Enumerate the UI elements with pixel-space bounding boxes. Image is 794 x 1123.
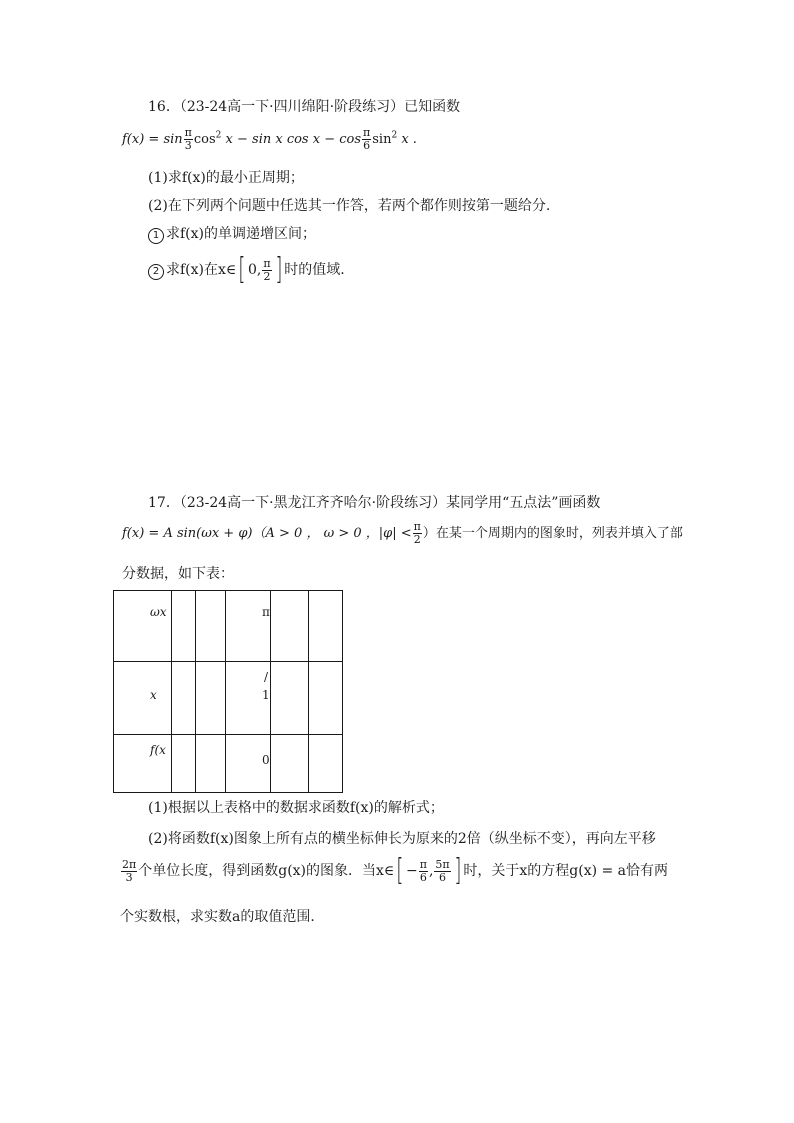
q17-line2 [122, 521, 683, 546]
q17-part2-line1: (2)将函数f(x)图象上所有点的横坐标伸长为原来的2倍（纵坐标不变），再向左平移 [148, 831, 656, 847]
q17-source: （23-24高一下·黑龙江齐齐哈尔·阶段练习） [179, 495, 447, 511]
q16-option1 [148, 223, 316, 244]
q17-line2-frac: $\frac{\pi}{2}$ [413, 520, 421, 546]
q17-table [113, 590, 343, 793]
table-cell [172, 735, 196, 793]
q17-row2-value-top: / [264, 670, 269, 684]
table-cell [114, 662, 172, 735]
right-bracket-icon: ] [454, 853, 462, 888]
q17-part2-line2-b: 时，关于x的方程g(x) = a恰有两 [463, 863, 669, 879]
table-row [114, 591, 343, 662]
q17-line2-pre: f(x) = A sin(ωx + φ)（A > 0 ， ω > 0 ，|φ| < [122, 526, 412, 541]
table-cell [196, 735, 226, 793]
table-cell [196, 662, 226, 735]
q17-row1-value: π [262, 605, 270, 619]
q16-option2 [148, 252, 345, 287]
q17-part2-line2 [120, 853, 669, 888]
table-cell [226, 662, 271, 735]
q16-option1-text: 求f(x)的单调递增区间； [166, 226, 317, 242]
table-cell [114, 735, 172, 793]
table-cell [309, 591, 343, 662]
table-cell [271, 591, 309, 662]
q16-part2: (2)在下列两个问题中任选其一作答，若两个都作则按第一题给分. [148, 198, 551, 214]
table-row [114, 735, 343, 793]
q16-exp2: 2 [391, 130, 398, 141]
q16-part1: (1)求f(x)的最小正周期； [148, 170, 304, 186]
q17-part2-sign: − [406, 863, 418, 879]
table-cell [196, 591, 226, 662]
q16-frac2: $\frac{\pi}{6}$ [363, 126, 371, 152]
q16-option2-mark: 2 [148, 264, 164, 280]
table-cell [172, 662, 196, 735]
q17-row1-label: ωx [150, 605, 167, 619]
table-row [114, 662, 343, 735]
q16-formula-mid: x − sin x cos x − cos [221, 132, 362, 147]
q17-line2-post: ）在某一个周期内的图象时，列表并填入了部 [422, 526, 683, 541]
table-cell [172, 591, 196, 662]
q17-row3-label: f(x [150, 743, 166, 757]
q16-option2-left: 0, [247, 262, 262, 278]
q16-formula [122, 127, 417, 152]
table-cell [226, 735, 271, 793]
table-cell [226, 591, 271, 662]
table-cell [271, 662, 309, 735]
q17-stem: 某同学用“五点法”画函数 [446, 495, 601, 511]
q17-part2-line2-a: 个单位长度，得到函数g(x)的图象．当x∈ [138, 863, 395, 879]
q16-option2-post: 时的值域. [284, 262, 345, 278]
q16-source: （23-24高一下·四川绵阳·阶段练习） [179, 99, 405, 115]
left-bracket-icon: [ [396, 853, 404, 888]
q17-header [148, 492, 600, 512]
q17-part2-line3: 个实数根，求实数a的取值范围. [120, 909, 315, 925]
q16-number: 16． [148, 99, 180, 115]
q17-row2-value: 1 [262, 688, 270, 702]
q16-formula-tail: x . [397, 132, 417, 147]
table-cell [271, 735, 309, 793]
q16-option2-frac: $\frac{\pi}{2}$ [263, 256, 271, 283]
q17-row3-value: 0 [262, 753, 270, 767]
q17-line3: 分数据，如下表： [122, 566, 234, 582]
q17-part2-comma: , [428, 863, 434, 879]
q16-stem: 已知函数 [404, 99, 461, 115]
q16-option2-pre: 求f(x)在x∈ [166, 262, 237, 278]
q16-frac1: $\frac{\pi}{3}$ [184, 126, 192, 152]
q16-header [148, 96, 460, 116]
table-cell [114, 591, 172, 662]
q17-part2-int-a: $\frac{\pi}{6}$ [419, 857, 427, 884]
q16-sin: sin [372, 132, 392, 147]
q16-option1-mark: 1 [148, 228, 164, 244]
q17-part2-int-b: $\frac{5\pi}{6}$ [435, 857, 450, 884]
q16-exp1: 2 [215, 130, 222, 141]
q17-row2-label: x [150, 688, 157, 702]
q16-cos: cos [193, 132, 216, 147]
q17-number: 17． [148, 495, 180, 511]
q17-part1: (1)根据以上表格中的数据求函数f(x)的解析式； [148, 800, 444, 816]
q17-part2-frac: $\frac{2\pi}{3}$ [122, 857, 137, 884]
right-bracket-icon: ] [274, 252, 282, 287]
left-bracket-icon: [ [238, 252, 246, 287]
table-cell [309, 735, 343, 793]
q16-formula-lhs: f(x) = sin [122, 132, 183, 147]
table-cell [309, 662, 343, 735]
